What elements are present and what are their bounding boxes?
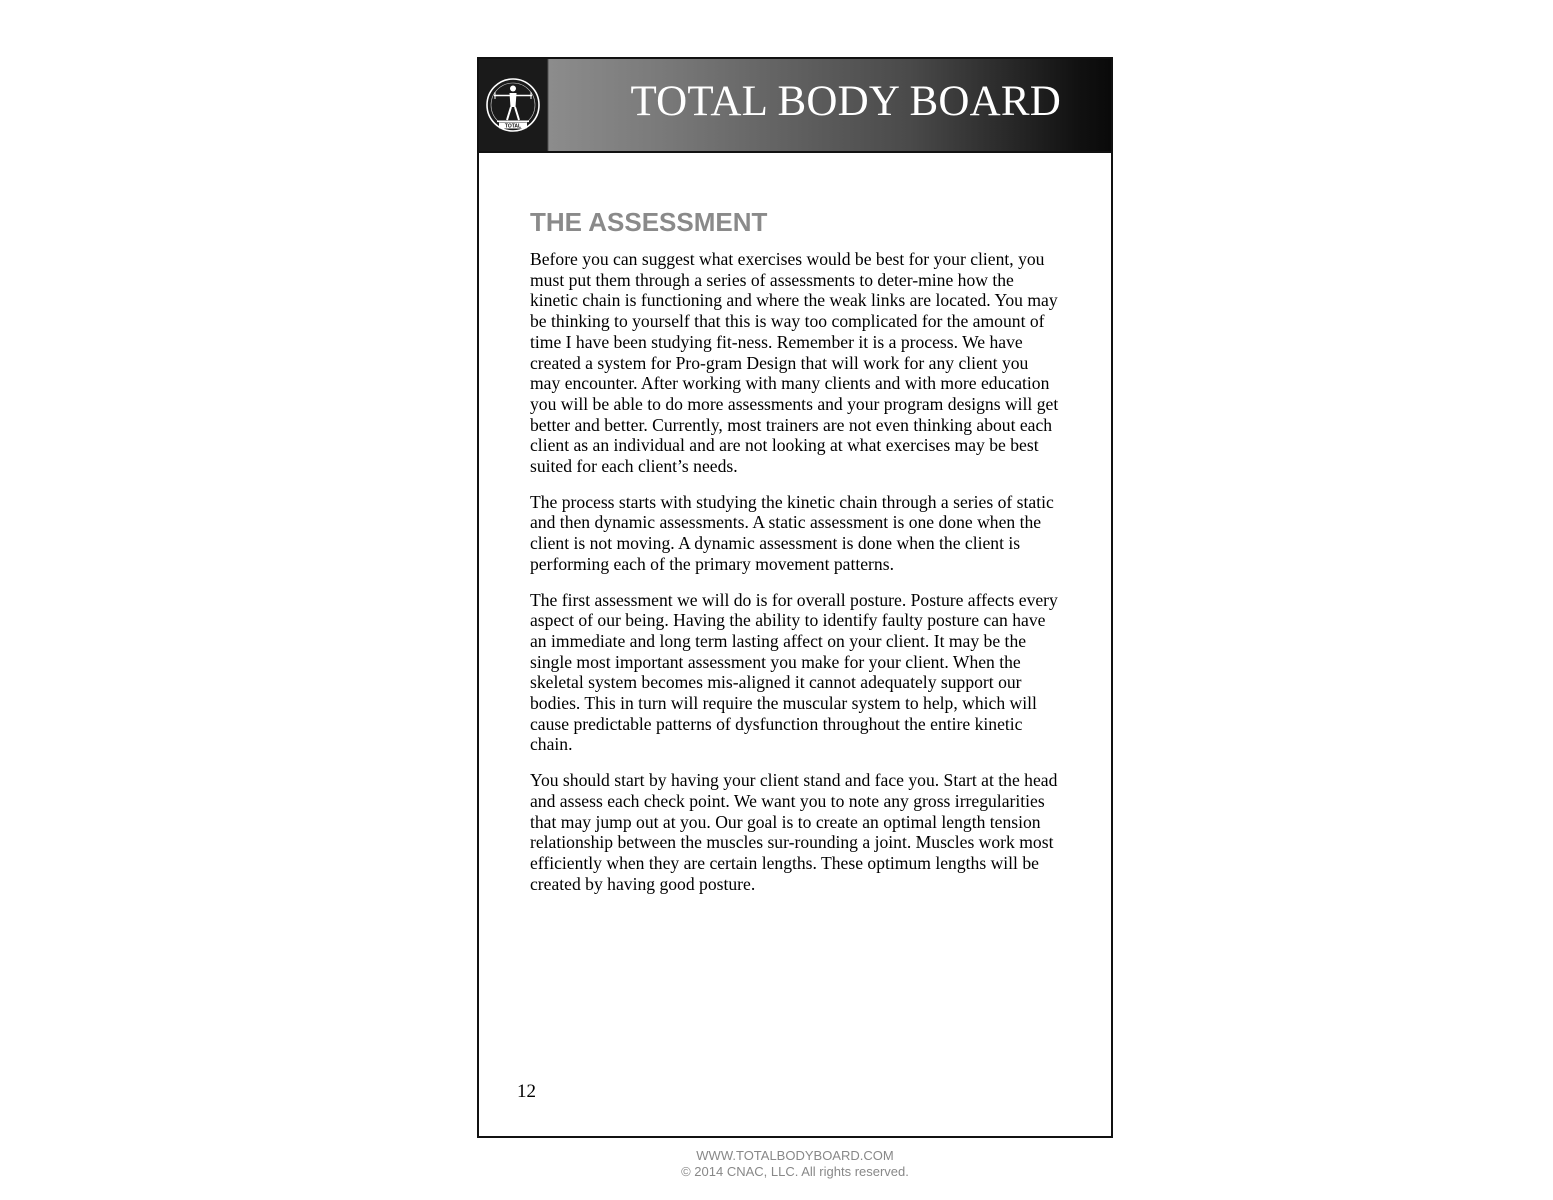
document-page: [477, 57, 1113, 1138]
vitruvian-man-logo-icon: [485, 77, 541, 133]
footer-copyright: © 2014 CNAC, LLC. All rights reserved.: [681, 1164, 909, 1179]
paragraph-2: The process starts with studying the kinetic chain through a series of static and then dynamic assessments. A static assessment is one done when the client is not moving. A dynamic assessment is done when the client is performing each of the primary movement patterns.: [530, 491, 1054, 574]
section-title: THE ASSESSMENT: [530, 207, 768, 237]
page-header: [479, 59, 1111, 153]
logo-text: TOTAL: [504, 123, 522, 130]
page-content: [530, 207, 1060, 909]
page-number: 12: [517, 1081, 536, 1102]
paragraph-4: You should start by having your client stand and face you. Start at the head and assess each check point. We want you to note any gross irregularities that may jump out at you. Our goal is to create an optimal length tension relationship between the muscles sur-rounding a joint. Muscles work most efficiently when they are certain lengths. These optimum lengths will be created by having good posture.: [530, 770, 1058, 894]
header-title: TOTAL BODY BOARD: [630, 78, 1061, 125]
footer-url: WWW.TOTALBODYBOARD.COM: [696, 1148, 894, 1163]
paragraph-1: Before you can suggest what exercises would be best for your client, you must put them through a series of assessments to deter-mine how the kinetic chain is functioning and where the weak links are located. You may be thinking to yourself that this is way too complicated for the amount of time I have been studying fit-ness. Remember it is a process. We have created a system for Pro-gram Design that will work for any client you may encounter. After working with many clients and with more education you will be able to do more assessments and your program designs will get better and better. Currently, most trainers are not even thinking about each client as an individual and are not looking at what exercises may be best suited for each client’s needs.: [530, 249, 1059, 477]
paragraph-3: The first assessment we will do is for overall posture. Posture affects every aspect of our being. Having the ability to identify faulty posture can have an immediate and long term lasting affect on your client. It may be the single most important assessment you make for your client. When the skeletal system becomes mis-aligned it cannot adequately support our bodies. This in turn will require the muscular system to help, which will cause predictable patterns of dysfunction throughout the entire kinetic chain.: [530, 589, 1058, 755]
page-footer: [477, 1148, 1113, 1180]
